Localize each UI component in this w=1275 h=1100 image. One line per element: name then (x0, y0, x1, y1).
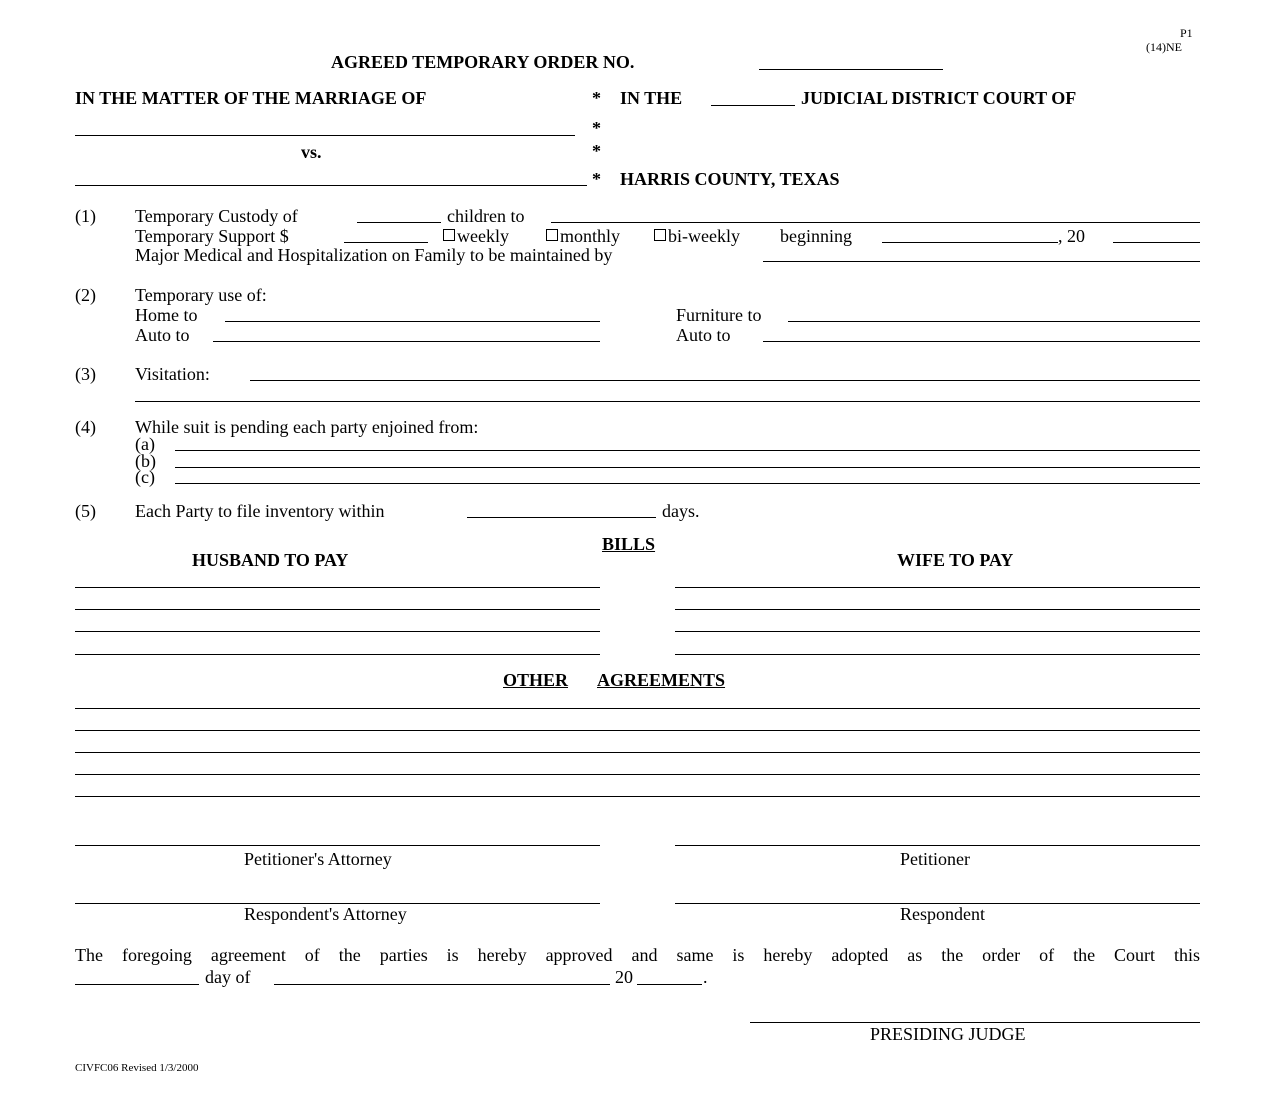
biweekly-checkbox[interactable] (654, 229, 666, 241)
wife-bill-line[interactable] (675, 631, 1200, 632)
agreement-line[interactable] (75, 774, 1200, 775)
day-of-label: day of (205, 967, 251, 987)
husband-bill-line[interactable] (75, 654, 600, 655)
home-to-blank[interactable] (225, 321, 600, 322)
wife-bill-line[interactable] (675, 654, 1200, 655)
children-to-label: children to (447, 206, 525, 226)
petitioner-label: Petitioner (900, 849, 970, 869)
home-to-label: Home to (135, 305, 198, 325)
presiding-judge-label: PRESIDING JUDGE (870, 1024, 1026, 1044)
support-amount-blank[interactable] (344, 242, 428, 243)
furniture-to-blank[interactable] (788, 321, 1200, 322)
furniture-to-label: Furniture to (676, 305, 762, 325)
days-label: days. (662, 501, 700, 521)
petitioners-attorney-label: Petitioner's Attorney (244, 849, 392, 869)
matter-label: IN THE MATTER OF THE MARRIAGE OF (75, 88, 427, 108)
enjoined-c-blank[interactable] (175, 483, 1200, 484)
county-label: HARRIS COUNTY, TEXAS (620, 169, 840, 189)
wife-bill-line[interactable] (675, 609, 1200, 610)
item-4-number: (4) (75, 417, 96, 437)
party-one-blank[interactable] (75, 135, 575, 136)
page-title: AGREED TEMPORARY ORDER NO. (331, 52, 635, 72)
petitioner-signature-line[interactable] (675, 845, 1200, 846)
medical-party-blank[interactable] (763, 261, 1200, 262)
party-two-blank[interactable] (75, 185, 587, 186)
auto-to-left-blank[interactable] (213, 341, 600, 342)
agreement-line[interactable] (75, 730, 1200, 731)
biweekly-label: bi-weekly (668, 226, 740, 246)
medical-label: Major Medical and Hospitalization on Family to be maintained by (135, 245, 613, 265)
court-prefix: IN THE (620, 88, 683, 108)
husband-bill-line[interactable] (75, 587, 600, 588)
enjoined-c-label: (c) (135, 467, 155, 487)
order-number-blank[interactable] (759, 69, 943, 70)
approval-year-blank[interactable] (637, 984, 702, 985)
other-agreements-heading-word2: AGREEMENTS (597, 670, 726, 690)
support-label: Temporary Support $ (135, 226, 289, 246)
agreement-line[interactable] (75, 752, 1200, 753)
versus-label: vs. (301, 142, 322, 162)
respondent-label: Respondent (900, 904, 985, 924)
other-agreements-heading-word1: OTHER (503, 670, 569, 690)
visitation-blank[interactable] (250, 380, 1200, 381)
weekly-label: weekly (457, 226, 509, 246)
caption-separator: * (592, 118, 601, 138)
visitation-blank[interactable] (135, 401, 1200, 402)
form-sub-code: (14)NE (1146, 40, 1182, 54)
beginning-label: beginning (780, 226, 852, 246)
item-2-number: (2) (75, 285, 96, 305)
wife-to-pay-heading: WIFE TO PAY (897, 550, 1014, 570)
year-prefix: , 20 (1058, 226, 1085, 246)
approval-statement: The foregoing agreement of the parties is hereby approved and same is hereby adopted as the order of the Court this (75, 945, 1200, 965)
enjoined-a-label: (a) (135, 434, 155, 454)
petitioners-attorney-signature-line[interactable] (75, 845, 600, 846)
approval-month-blank[interactable] (274, 984, 610, 985)
caption-separator: * (592, 141, 601, 161)
husband-to-pay-heading: HUSBAND TO PAY (192, 550, 349, 570)
caption-separator: * (592, 88, 601, 108)
approval-year-prefix: 20 (615, 967, 633, 987)
agreement-line[interactable] (75, 796, 1200, 797)
court-number-blank[interactable] (711, 105, 795, 106)
weekly-checkbox[interactable] (443, 229, 455, 241)
temporary-use-label: Temporary use of: (135, 285, 267, 305)
auto-to-right-label: Auto to (676, 325, 731, 345)
custody-to-blank[interactable] (551, 222, 1200, 223)
enjoined-label: While suit is pending each party enjoined from: (135, 417, 479, 437)
beginning-year-blank[interactable] (1113, 242, 1200, 243)
auto-to-right-blank[interactable] (763, 341, 1200, 342)
husband-bill-line[interactable] (75, 631, 600, 632)
approval-day-blank[interactable] (75, 984, 199, 985)
revision-note: CIVFC06 Revised 1/3/2000 (75, 1062, 199, 1074)
agreement-line[interactable] (75, 708, 1200, 709)
custody-label: Temporary Custody of (135, 206, 298, 226)
monthly-checkbox[interactable] (546, 229, 558, 241)
inventory-label: Each Party to file inventory within (135, 501, 385, 521)
enjoined-b-label: (b) (135, 451, 156, 471)
court-suffix: JUDICIAL DISTRICT COURT OF (801, 88, 1077, 108)
wife-bill-line[interactable] (675, 587, 1200, 588)
form-code: P1 (1180, 26, 1193, 40)
bills-heading: BILLS (602, 534, 656, 554)
husband-bill-line[interactable] (75, 609, 600, 610)
item-5-number: (5) (75, 501, 96, 521)
item-1-number: (1) (75, 206, 96, 226)
judge-signature-line[interactable] (750, 1022, 1200, 1023)
auto-to-left-label: Auto to (135, 325, 190, 345)
visitation-label: Visitation: (135, 364, 210, 384)
caption-separator: * (592, 169, 601, 189)
enjoined-a-blank[interactable] (175, 450, 1200, 451)
inventory-days-blank[interactable] (467, 517, 656, 518)
respondents-attorney-label: Respondent's Attorney (244, 904, 407, 924)
enjoined-b-blank[interactable] (175, 467, 1200, 468)
children-count-blank[interactable] (357, 222, 441, 223)
item-3-number: (3) (75, 364, 96, 384)
beginning-date-blank[interactable] (882, 242, 1058, 243)
approval-period: . (703, 967, 708, 987)
monthly-label: monthly (560, 226, 621, 246)
